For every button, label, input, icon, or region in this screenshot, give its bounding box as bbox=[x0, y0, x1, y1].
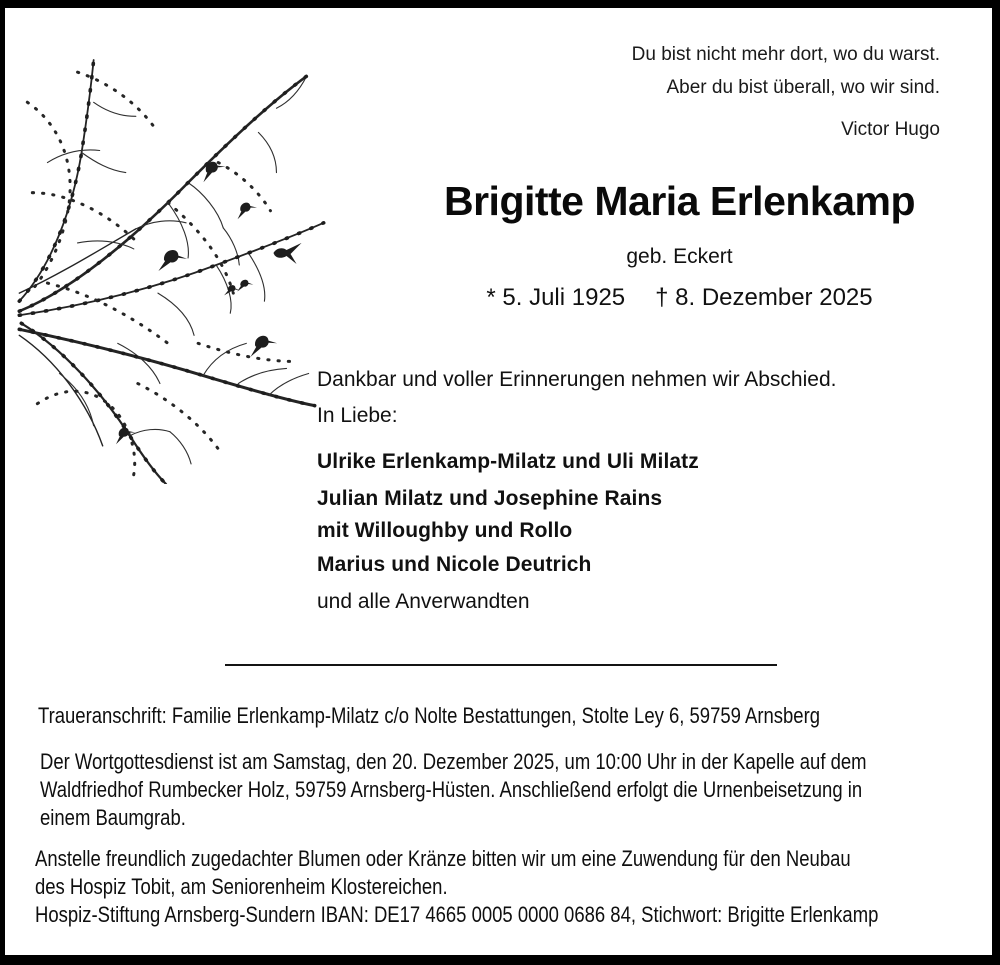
farewell-section bbox=[317, 368, 937, 628]
divider-line bbox=[225, 664, 777, 666]
bank-details: Hospiz-Stiftung Arnsberg-Sundern IBAN: DE17 4665 0005 0000 0686 84, Stichwort: Brigitte Erlenkamp bbox=[35, 902, 879, 927]
service-line: Waldfriedhof Rumbecker Holz, 59759 Arnsberg-Hüsten. Anschließend erfolgt die Urnenbeisetzung in bbox=[40, 777, 863, 802]
flying-bird-icon bbox=[273, 243, 301, 264]
mourner-line: Marius und Nicole Deutrich bbox=[317, 553, 592, 576]
mourner-line: Julian Milatz und Josephine Rains bbox=[317, 487, 663, 510]
farewell-intro: Dankbar und voller Erinnerungen nehmen wir Abschied. bbox=[317, 368, 837, 391]
service-line: Der Wortgottesdienst ist am Samstag, den 20. Dezember 2025, um 10:00 Uhr in der Kapelle auf dem bbox=[40, 749, 867, 774]
maiden-name: geb. Eckert bbox=[626, 245, 733, 268]
birth-date: * 5. Juli 1925 bbox=[486, 284, 626, 311]
donation-line: Anstelle freundlich zugedachter Blumen oder Kränze bitten wir um eine Zuwendung für den Neubau bbox=[35, 846, 851, 871]
mourner-line: und alle Anverwandten bbox=[317, 590, 530, 613]
quote-line-2: Aber du bist überall, wo wir sind. bbox=[666, 77, 940, 98]
death-date: † 8. Dezember 2025 bbox=[655, 284, 873, 311]
donation-request bbox=[35, 845, 851, 901]
tree-branches-birds-illustration bbox=[17, 42, 329, 484]
donation-line: des Hospiz Tobit, am Seniorenheim Klostereichen. bbox=[35, 874, 448, 899]
quote-line-1: Du bist nicht mehr dort, wo du warst. bbox=[631, 44, 940, 65]
deceased-name: Brigitte Maria Erlenkamp bbox=[443, 178, 916, 224]
in-love-label: In Liebe: bbox=[317, 404, 398, 427]
service-info bbox=[40, 748, 867, 832]
service-line: einem Baumgrab. bbox=[40, 805, 186, 830]
opening-quote bbox=[632, 38, 940, 146]
mourner-line: mit Willoughby und Rollo bbox=[317, 519, 573, 542]
bird-silhouettes bbox=[114, 159, 302, 444]
mourning-address: Traueranschrift: Familie Erlenkamp-Milatz c/o Nolte Bestattungen, Stolte Ley 6, 59759 Arnsberg bbox=[38, 703, 821, 728]
life-dates bbox=[367, 284, 992, 312]
quote-attribution: Victor Hugo bbox=[841, 119, 940, 140]
mourner-line: Ulrike Erlenkamp-Milatz und Uli Milatz bbox=[317, 450, 699, 473]
